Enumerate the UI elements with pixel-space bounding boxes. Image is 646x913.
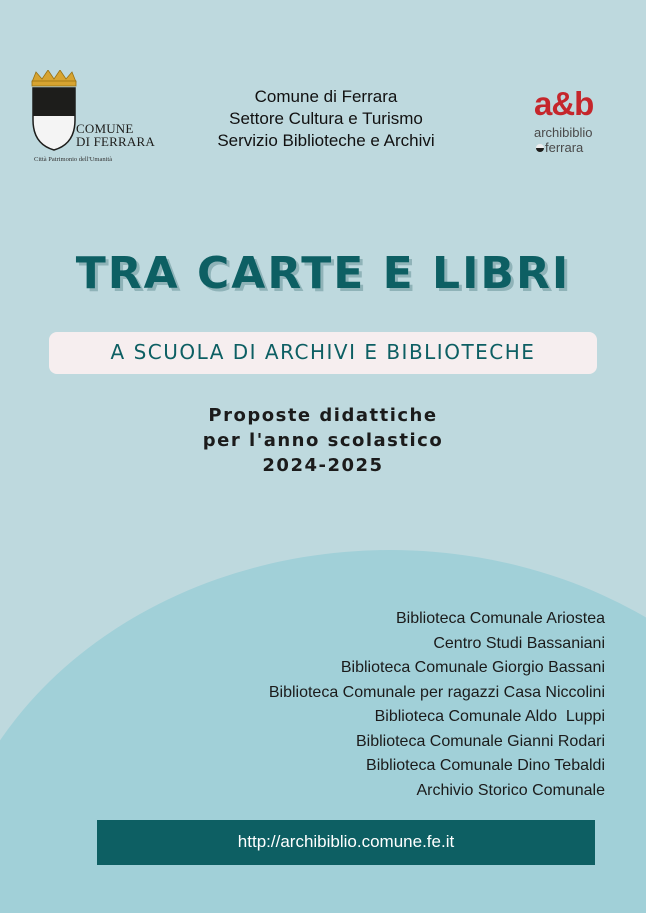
library-item: Biblioteca Comunale Giorgio Bassani	[340, 659, 605, 676]
proposals-line-2: per l'anno scolastico	[202, 430, 444, 451]
comune-name-line2: DI FERRARA	[76, 134, 155, 149]
proposals-heading	[0, 403, 646, 478]
archibiblio-line1: archibiblio	[534, 125, 593, 140]
page-title: TRA CARTE E LIBRI	[75, 248, 571, 299]
subtitle: A SCUOLA DI ARCHIVI E BIBLIOTECHE	[110, 340, 536, 364]
unesco-tagline: Città Patrimonio dell'Umanità	[34, 156, 113, 163]
library-item: Biblioteca Comunale Aldo Luppi	[374, 708, 605, 725]
library-item: Centro Studi Bassaniani	[433, 634, 605, 652]
comune-name-line1: COMUNE	[76, 121, 134, 136]
header-line-3: Servizio Biblioteche e Archivi	[217, 131, 435, 150]
library-list	[269, 607, 605, 803]
proposals-year: 2024-2025	[262, 455, 384, 476]
library-item: Biblioteca Comunale Dino Tebaldi	[366, 757, 605, 774]
library-item: Biblioteca Comunale per ragazzi Casa Niccolini	[268, 683, 605, 701]
website-link[interactable]: http://archibiblio.comune.fe.it	[237, 832, 455, 851]
institution-header	[170, 86, 482, 152]
half-circle-icon	[536, 144, 544, 152]
archibiblio-line2: ferrara	[545, 140, 584, 155]
library-item: Archivio Storico Comunale	[416, 781, 605, 799]
archibiblio-logo	[528, 85, 618, 160]
comune-name	[76, 122, 155, 148]
library-item: Biblioteca Comunale Ariostea	[395, 610, 605, 627]
archibiblio-mark: a&b	[534, 85, 594, 122]
comune-ferrara-logo	[28, 70, 168, 170]
header-line-1: Comune di Ferrara	[254, 87, 398, 106]
library-item: Biblioteca Comunale Gianni Rodari	[355, 732, 605, 750]
header-line-2: Settore Cultura e Turismo	[229, 109, 423, 128]
proposals-line-1: Proposte didattiche	[208, 405, 438, 426]
